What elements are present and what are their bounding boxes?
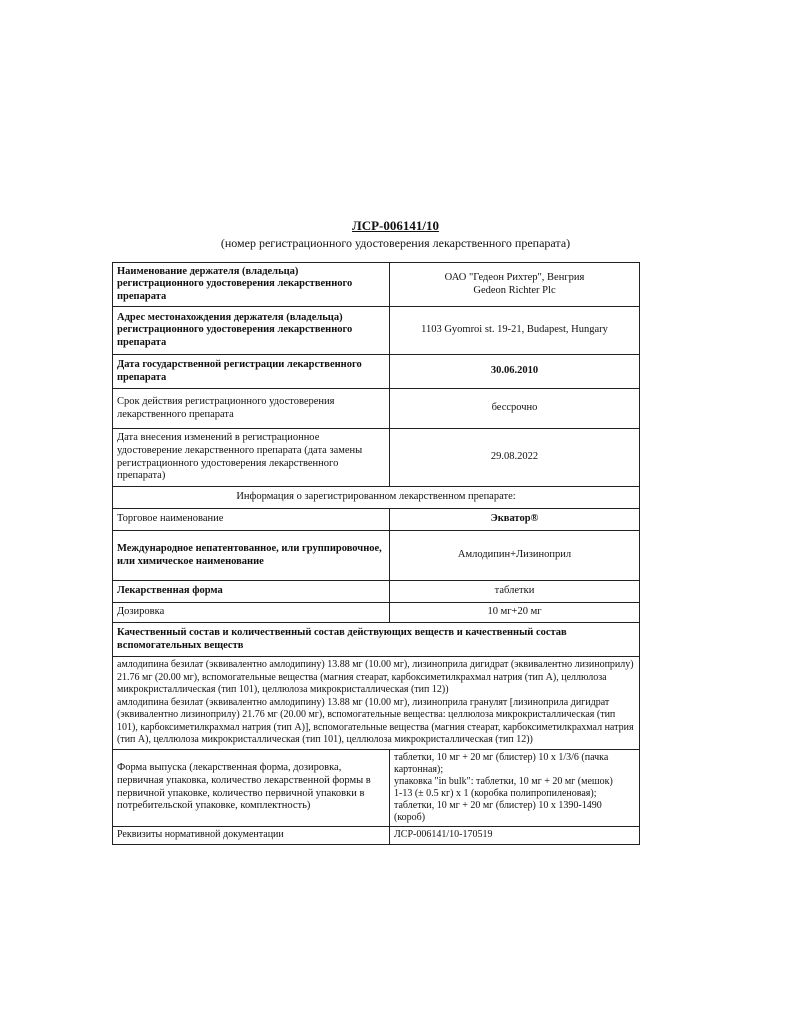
table-row bbox=[113, 603, 640, 623]
table-row bbox=[113, 509, 640, 531]
validity-label: Срок действия регистрационного удостоверения лекарственного препарата bbox=[113, 389, 390, 429]
table-row bbox=[113, 389, 640, 429]
registration-date-label: Дата государственной регистрации лекарственного препарата bbox=[113, 355, 390, 389]
table-row bbox=[113, 487, 640, 509]
registration-table bbox=[112, 262, 640, 845]
release-form-value bbox=[390, 749, 640, 826]
dosage-value: 10 мг+20 мг bbox=[390, 603, 640, 623]
trade-name-label: Торговое наименование bbox=[113, 509, 390, 531]
composition-variant-2: амлодипина безилат (эквивалентно амлодипину) 13.88 мг (10.00 мг), лизиноприла гранулят [лизиноприла дигидрат (эквивалентно лизиноприлу) 21.76 мг (20.00 мг), вспомогательные вещества: целлюлоза микрокристаллическая (тип 101), карбоксиметилкрахмал натрия (тип А)], вспомогательные вещества (магния стеарат, карбоксиметилкрахмал натрия (тип А), целлюлоза микрокристаллическая (тип 101), целлюлоза микрокристаллическая (тип 12)) bbox=[117, 696, 634, 745]
table-row bbox=[113, 581, 640, 603]
table-row bbox=[113, 657, 640, 750]
table-row bbox=[113, 263, 640, 307]
release-form-label: Форма выпуска (лекарственная форма, дозировка, первичная упаковка, количество лекарственной формы в первичной упаковке, количество первичной упаковки в потребительской упаковке, комплектность) bbox=[113, 749, 390, 826]
validity-value: бессрочно bbox=[390, 389, 640, 429]
registration-number: ЛСР-006141/10 bbox=[352, 218, 439, 233]
composition-variant-1: амлодипина безилат (эквивалентно амлодипину) 13.88 мг (10.00 мг), лизиноприла дигидрат (эквивалентно лизиноприлу) 21.76 мг (20.00 мг), вспомогательные вещества (магния стеарат, карбоксиметилкрахмал натрия (тип А), целлюлоза микрокристаллическая (тип 101), целлюлоза микрокристаллическая (тип 12)) bbox=[117, 659, 634, 695]
inn-label: Международное непатентованное, или группировочное, или химическое наименование bbox=[113, 531, 390, 581]
registration-date-value: 30.06.2010 bbox=[390, 355, 640, 389]
holder-name-ru: ОАО "Гедеон Рихтер", Венгрия bbox=[444, 271, 585, 283]
dosage-form-label: Лекарственная форма bbox=[113, 581, 390, 603]
table-row bbox=[113, 749, 640, 826]
table-row bbox=[113, 429, 640, 487]
composition-text bbox=[113, 657, 640, 750]
release-line: 1-13 (± 0.5 кг) х 1 (коробка полипропиленовая); bbox=[394, 787, 597, 799]
holder-address-value: 1103 Gyomroi st. 19-21, Budapest, Hungary bbox=[390, 307, 640, 355]
dosage-label: Дозировка bbox=[113, 603, 390, 623]
table-row bbox=[113, 531, 640, 581]
table-row bbox=[113, 355, 640, 389]
holder-name-en: Gedeon Richter Plc bbox=[473, 284, 556, 296]
inn-value: Амлодипин+Лизиноприл bbox=[390, 531, 640, 581]
normdoc-label: Реквизиты нормативной документации bbox=[113, 826, 390, 844]
release-line: таблетки, 10 мг + 20 мг (блистер) 10 х 1390-1490 (короб) bbox=[394, 799, 602, 823]
normdoc-value: ЛСР-006141/10-170519 bbox=[390, 826, 640, 844]
composition-heading: Качественный состав и количественный состав действующих веществ и качественный состав вспомогательных веществ bbox=[113, 623, 640, 657]
change-date-label: Дата внесения изменений в регистрационное удостоверение лекарственного препарата (дата замены регистрационного удостоверения лекарственного препарата) bbox=[113, 429, 390, 487]
change-date-value: 29.08.2022 bbox=[390, 429, 640, 487]
registration-number-caption: (номер регистрационного удостоверения лекарственного препарата) bbox=[220, 236, 571, 250]
holder-address-label: Адрес местонахождения держателя (владельца) регистрационного удостоверения лекарственного препарата bbox=[113, 307, 390, 355]
info-heading: Информация о зарегистрированном лекарственном препарате: bbox=[113, 487, 640, 509]
holder-name-label: Наименование держателя (владельца) регистрационного удостоверения лекарственного препарата bbox=[113, 263, 390, 307]
table-row bbox=[113, 623, 640, 657]
release-line: таблетки, 10 мг + 20 мг (блистер) 10 х 1/3/6 (пачка картонная); bbox=[394, 751, 609, 775]
table-row bbox=[113, 307, 640, 355]
dosage-form-value: таблетки bbox=[390, 581, 640, 603]
holder-name-value bbox=[390, 263, 640, 307]
release-line: упаковка "in bulk": таблетки, 10 мг + 20 мг (мешок) bbox=[394, 775, 613, 787]
trade-name-value: Экватор® bbox=[390, 509, 640, 531]
table-row bbox=[113, 826, 640, 844]
